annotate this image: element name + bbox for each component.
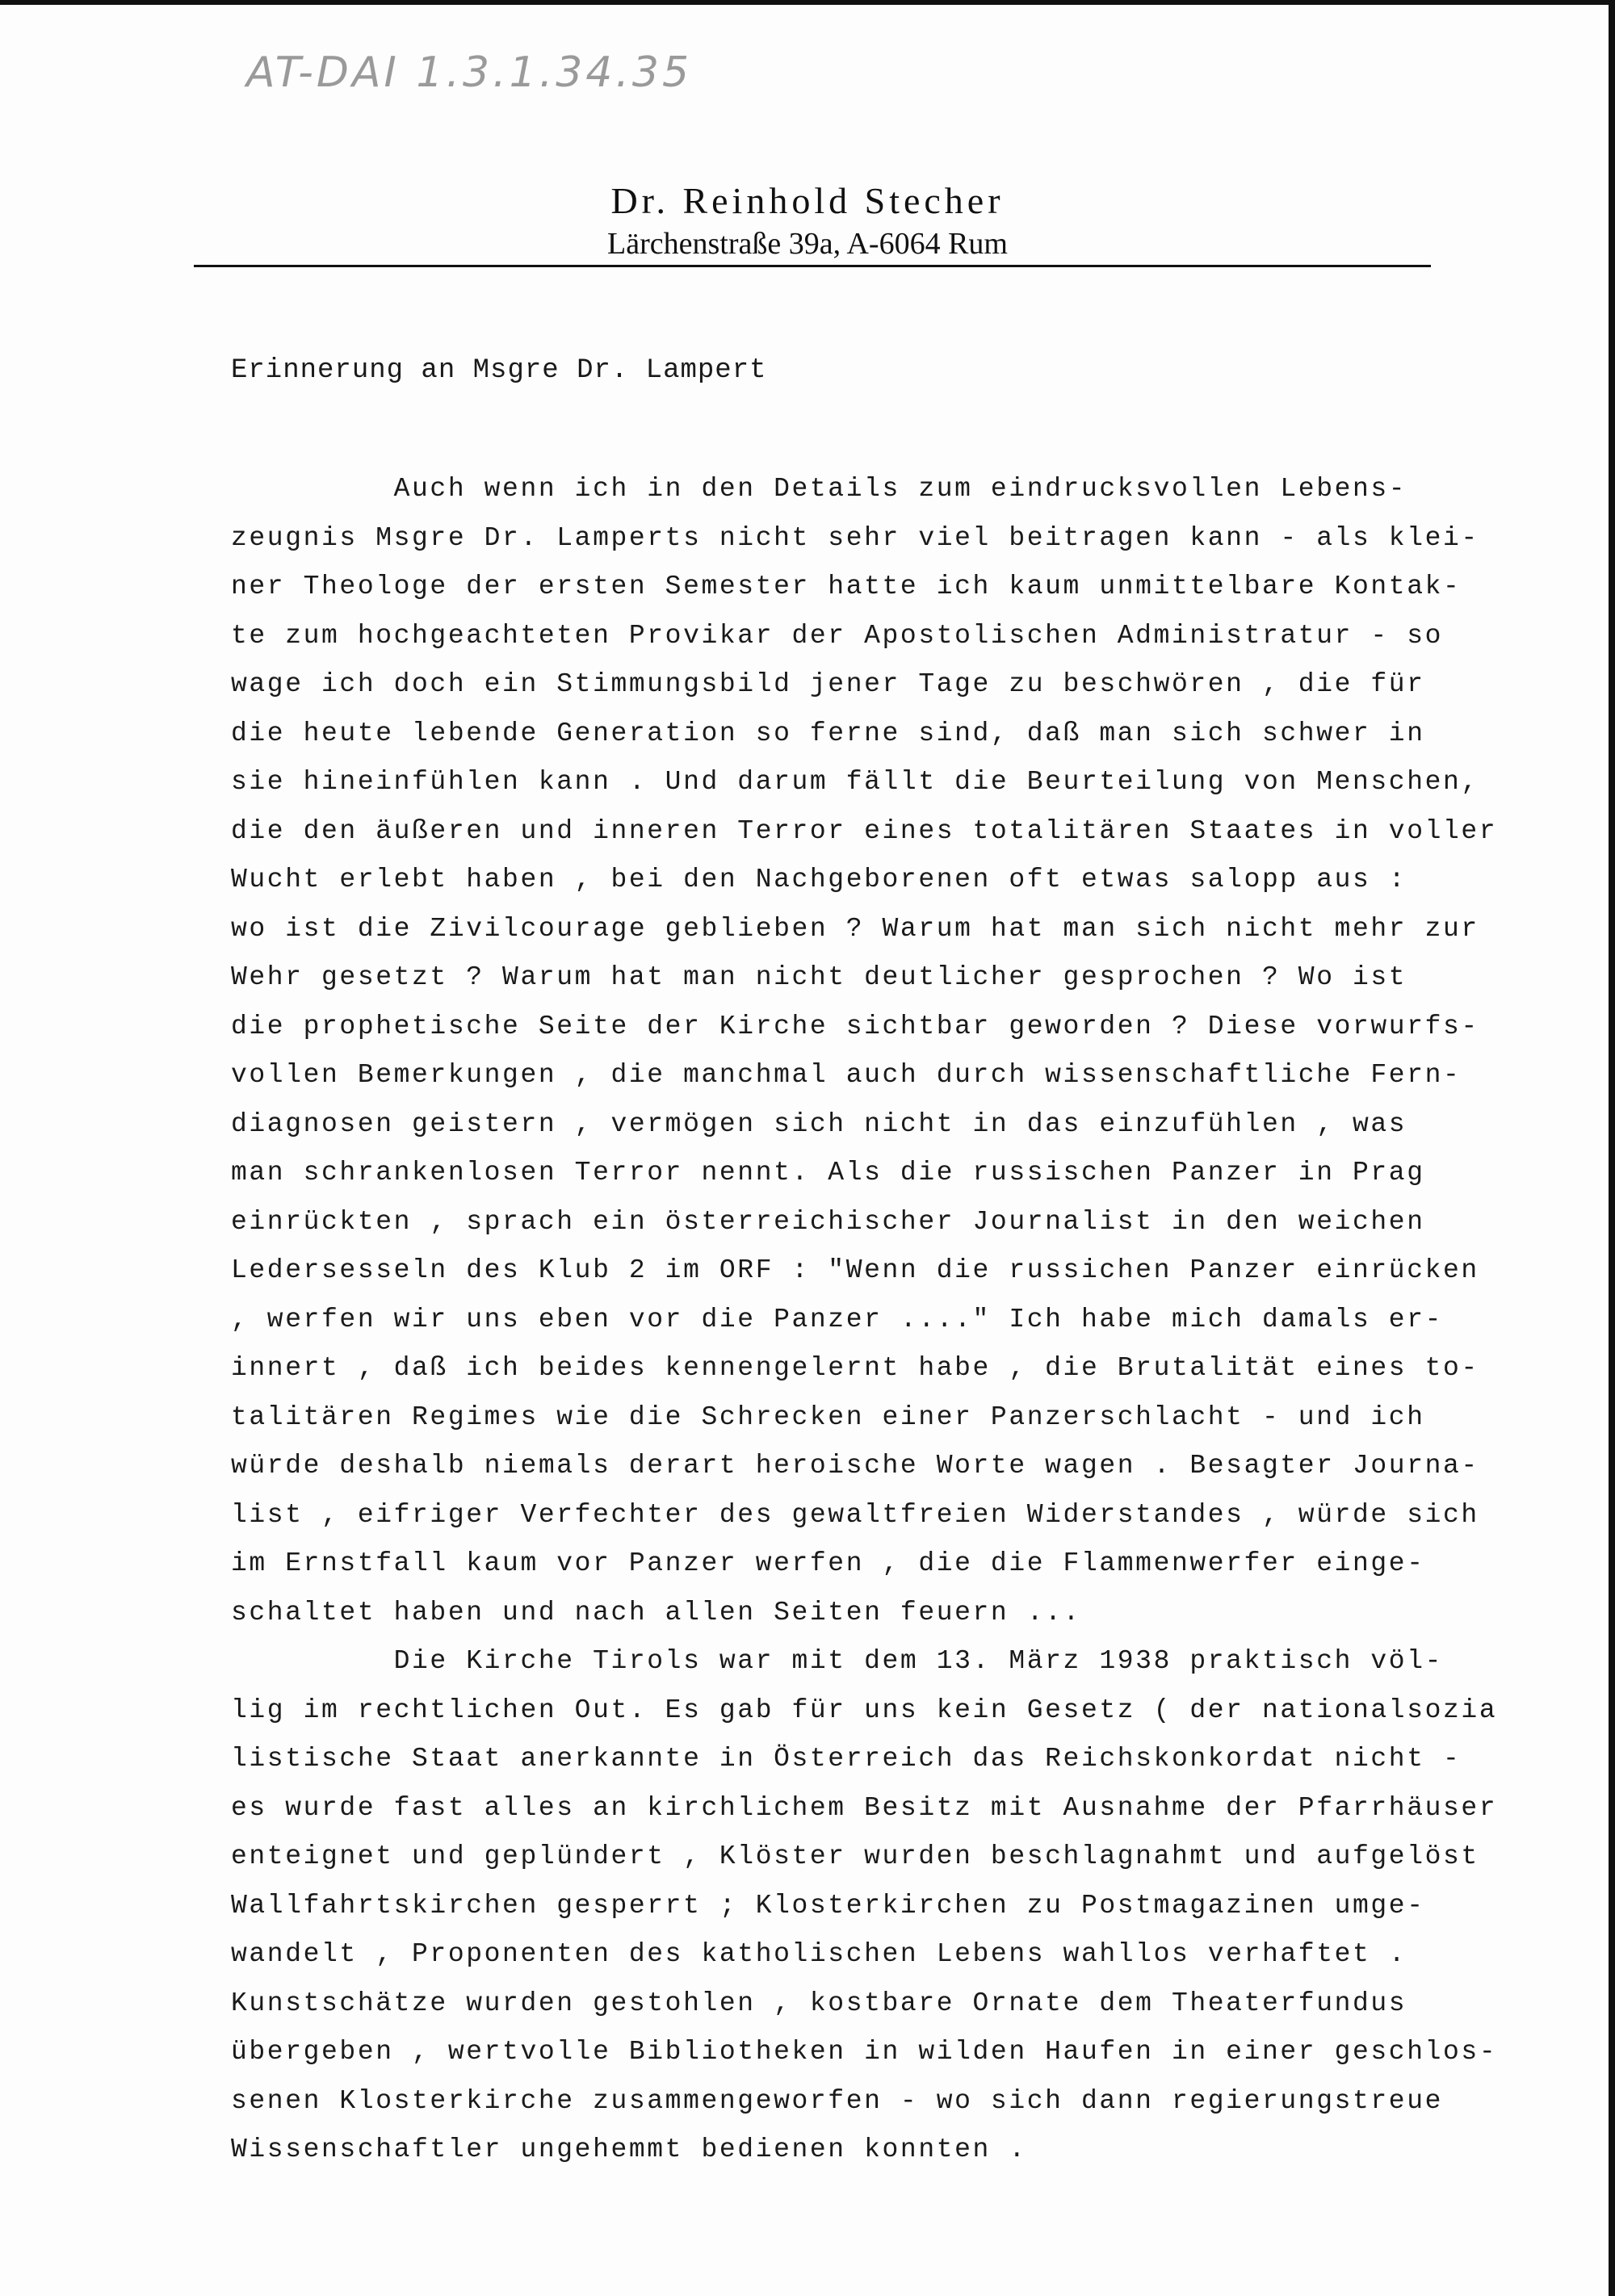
- archive-code-annotation: AT-DAI 1.3.1.34.35: [246, 48, 693, 97]
- text-line: , werfen wir uns eben vor die Panzer ...." Ich habe mich damals er-: [231, 1304, 1444, 1334]
- text-line: Wallfahrtskirchen gesperrt ; Klosterkirchen zu Postmagazinen umge-: [231, 1890, 1425, 1921]
- text-line: talitären Regimes wie die Schrecken einer Panzerschlacht - und ich: [231, 1401, 1425, 1432]
- body-text: [231, 465, 1555, 2175]
- text-line: Die Kirche Tirols war mit dem 13. März 1938 praktisch völ-: [231, 1646, 1444, 1676]
- text-line: enteignet und geplündert , Klöster wurden beschlagnahmt und aufgelöst: [231, 1841, 1479, 1871]
- scan-right-border: [1609, 0, 1615, 2296]
- text-line: senen Klosterkirche zusammengeworfen - wo sich dann regierungstreue: [231, 2085, 1444, 2116]
- text-line: ner Theologe der ersten Semester hatte ich kaum unmittelbare Kontak-: [231, 572, 1462, 601]
- text-line: wandelt , Proponenten des katholischen Lebens wahllos verhaftet .: [231, 1939, 1407, 1969]
- text-line: die den äußeren und inneren Terror eines totalitären Staates in voller: [231, 815, 1498, 846]
- text-line: im Ernstfall kaum vor Panzer werfen , die die Flammenwerfer einge-: [231, 1548, 1425, 1578]
- scan-top-border: [0, 0, 1615, 5]
- text-line: te zum hochgeachteten Provikar der Apostolischen Administratur - so: [231, 620, 1444, 651]
- text-line: sie hineinfühlen kann . Und darum fällt die Beurteilung von Menschen,: [231, 767, 1479, 797]
- text-line: innert , daß ich beides kennengelernt habe , die Brutalität eines to-: [231, 1353, 1479, 1383]
- text-line: Wissenschaftler ungehemmt bedienen konnten .: [231, 2135, 1027, 2164]
- text-line: listische Staat anerkannte in Österreich das Reichskonkordat nicht -: [231, 1744, 1462, 1774]
- text-line: man schrankenlosen Terror nennt. Als die russischen Panzer in Prag: [231, 1158, 1425, 1188]
- letterhead-name: Dr. Reinhold Stecher: [610, 180, 1005, 221]
- text-line: einrückten , sprach ein österreichischer Journalist in den weichen: [231, 1206, 1425, 1237]
- text-line: Kunstschätze wurden gestohlen , kostbare Ornate dem Theaterfundus: [231, 1988, 1407, 2018]
- text-line: lig im rechtlichen Out. Es gab für uns kein Gesetz ( der nationalsozia: [231, 1695, 1498, 1725]
- text-line: Wehr gesetzt ? Warum hat man nicht deutlicher gesprochen ? Wo ist: [231, 962, 1407, 992]
- text-line: wo ist die Zivilcourage geblieben ? Warum hat man sich nicht mehr zur: [231, 913, 1479, 944]
- text-line: übergeben , wertvolle Bibliotheken in wilden Haufen in einer geschlos-: [231, 2037, 1498, 2067]
- letterhead-divider: [194, 265, 1431, 267]
- text-line: wage ich doch ein Stimmungsbild jener Tage zu beschwören , die für: [231, 669, 1425, 699]
- text-line: die heute lebende Generation so ferne sind, daß man sich schwer in: [231, 718, 1425, 748]
- text-line: list , eifriger Verfechter des gewaltfreien Widerstandes , würde sich: [231, 1499, 1479, 1530]
- document-heading: Erinnerung an Msgre Dr. Lampert: [231, 355, 767, 386]
- text-line: die prophetische Seite der Kirche sichtbar geworden ? Diese vorwurfs-: [231, 1011, 1479, 1041]
- text-line: zeugnis Msgre Dr. Lamperts nicht sehr viel beitragen kann - als klei-: [231, 522, 1479, 553]
- text-line: es wurde fast alles an kirchlichem Besitz mit Ausnahme der Pfarrhäuser: [231, 1792, 1498, 1823]
- text-line: Wucht erlebt haben , bei den Nachgeborenen oft etwas salopp aus :: [231, 865, 1407, 895]
- text-line: schaltet haben und nach allen Seiten feuern ...: [231, 1597, 1081, 1628]
- letterhead-address: Lärchenstraße 39a, A-6064 Rum: [607, 227, 1008, 261]
- text-line: Auch wenn ich in den Details zum eindrucksvollen Lebens-: [231, 474, 1407, 504]
- text-line: Ledersesseln des Klub 2 im ORF : "Wenn die russichen Panzer einrücken: [231, 1255, 1479, 1285]
- text-line: vollen Bemerkungen , die manchmal auch durch wissenschaftliche Fern-: [231, 1060, 1462, 1090]
- text-line: diagnosen geistern , vermögen sich nicht in das einzufühlen , was: [231, 1108, 1407, 1139]
- text-line: würde deshalb niemals derart heroische Worte wagen . Besagter Journa-: [231, 1451, 1479, 1481]
